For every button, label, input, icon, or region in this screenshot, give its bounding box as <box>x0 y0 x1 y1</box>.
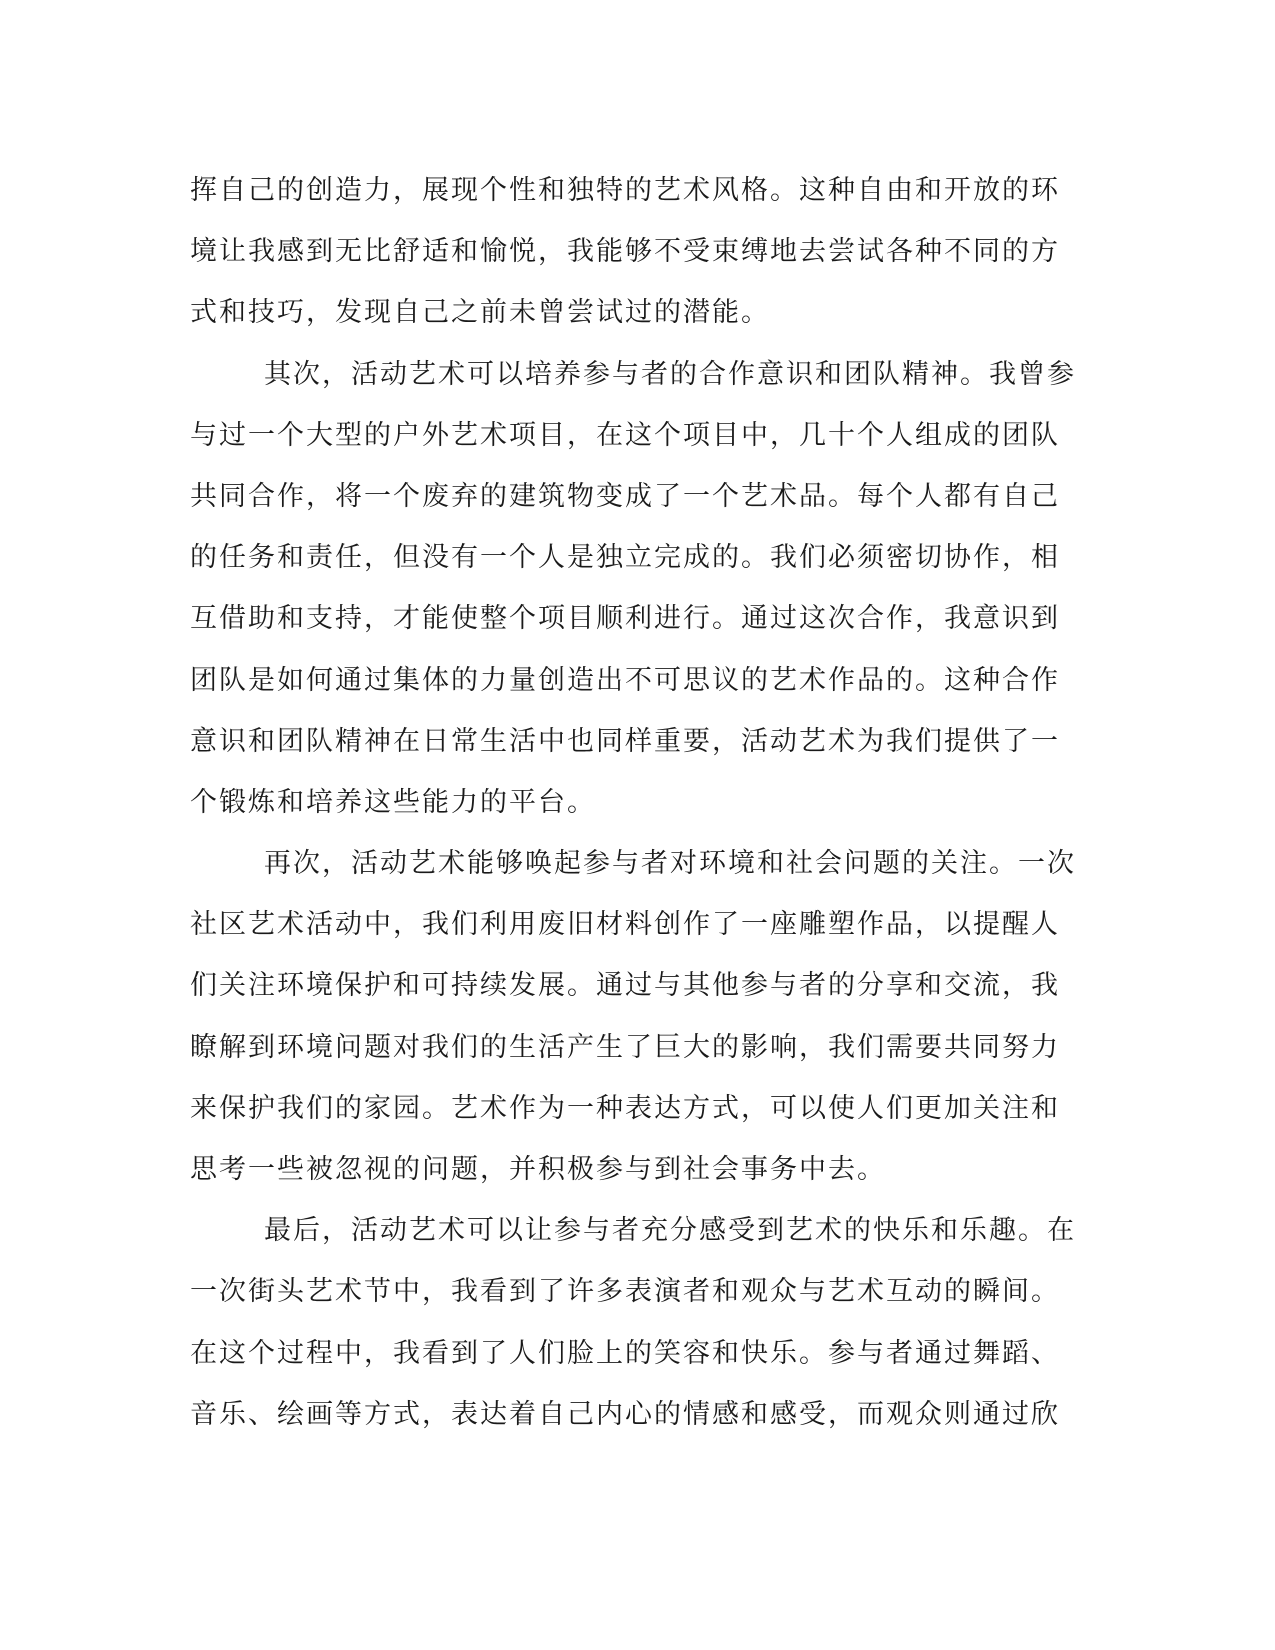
text-line: 个锻炼和培养这些能力的平台。 <box>190 786 596 818</box>
text-line: 互借助和支持，才能使整个项目顺利进行。通过这次合作，我意识到 <box>190 603 1060 635</box>
text-line: 思考一些被忽视的问题，并积极参与到社会事务中去。 <box>190 1154 886 1185</box>
text-line: 团队是如何通过集体的力量创造出不可思议的艺术作品的。这种合作 <box>190 664 1060 696</box>
text-line: 挥自己的创造力，展现个性和独特的艺术风格。这种自由和开放的环 <box>190 175 1060 206</box>
text-line: 来保护我们的家园。艺术作为一种表达方式，可以使人们更加关注和 <box>190 1092 1060 1124</box>
text-line: 们关注环境保护和可持续发展。通过与其他参与者的分享和交流，我 <box>190 970 1060 1002</box>
text-line: 一次街头艺术节中，我看到了许多表演者和观众与艺术互动的瞬间。 <box>190 1276 1060 1308</box>
text-line: 与过一个大型的户外艺术项目，在这个项目中，几十个人组成的团队 <box>190 419 1060 451</box>
text-line: 再次，活动艺术能够唤起参与者对环境和社会问题的关注。一次 <box>264 848 1076 880</box>
text-line: 境让我感到无比舒适和愉悦，我能够不受束缚地去尝试各种不同的方 <box>190 236 1060 268</box>
text-line: 的任务和责任，但没有一个人是独立完成的。我们必须密切协作，相 <box>190 542 1060 574</box>
text-line: 最后，活动艺术可以让参与者充分感受到艺术的快乐和乐趣。在 <box>264 1215 1076 1247</box>
text-line: 瞭解到环境问题对我们的生活产生了巨大的影响，我们需要共同努力 <box>190 1031 1060 1063</box>
text-line: 式和技巧，发现自己之前未曾尝试过的潜能。 <box>190 297 770 329</box>
text-line: 共同合作，将一个废弃的建筑物变成了一个艺术品。每个人都有自己 <box>190 480 1060 512</box>
text-line: 其次，活动艺术可以培养参与者的合作意识和团队精神。我曾参 <box>264 358 1076 390</box>
text-line: 意识和团队精神在日常生活中也同样重要，活动艺术为我们提供了一 <box>190 725 1060 757</box>
document-body <box>190 160 1076 1445</box>
text-line: 社区艺术活动中，我们利用废旧材料创作了一座雕塑作品，以提醒人 <box>190 909 1060 941</box>
text-line: 音乐、绘画等方式，表达着自己内心的情感和感受，而观众则通过欣 <box>190 1398 1060 1430</box>
text-line: 在这个过程中，我看到了人们脸上的笑容和快乐。参与者通过舞蹈、 <box>190 1337 1060 1369</box>
